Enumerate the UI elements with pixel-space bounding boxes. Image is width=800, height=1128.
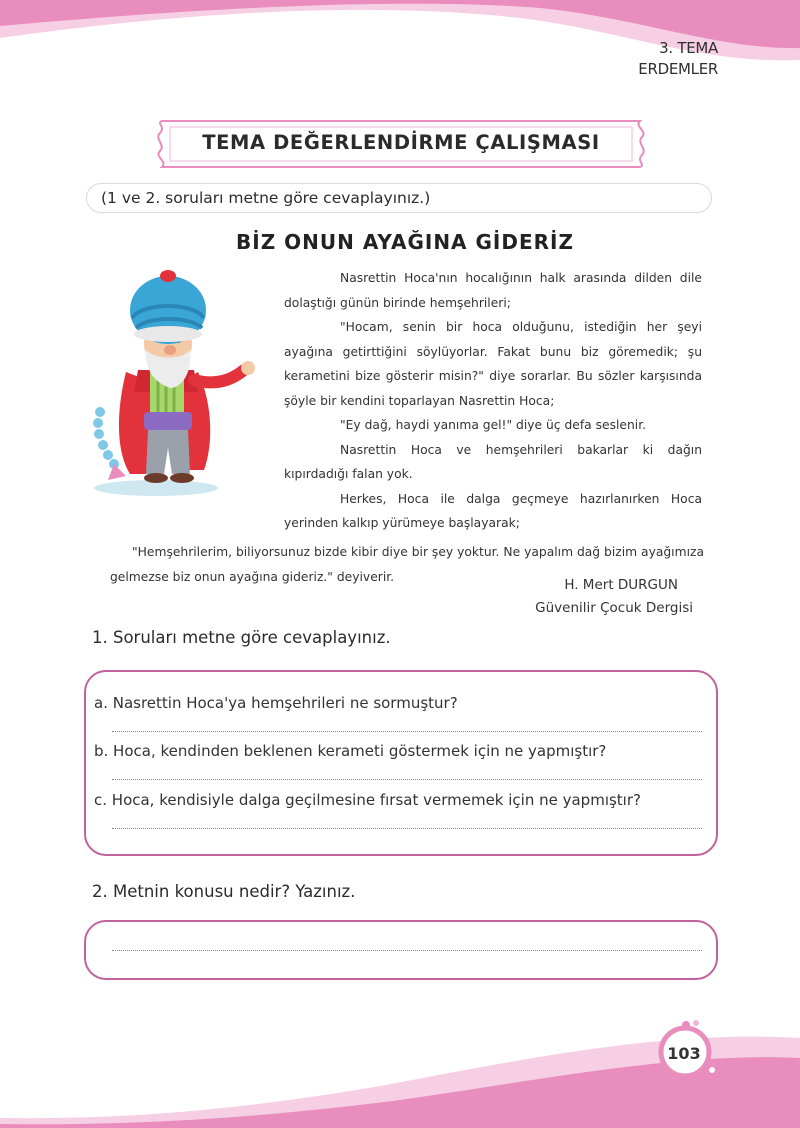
answer-line-1a[interactable] (112, 731, 702, 732)
page-title: TEMA DEĞERLENDİRME ÇALIŞMASI (202, 131, 600, 154)
story-paragraph: "Ey dağ, haydi yanıma gel!" diye üç defa seslenir. (340, 418, 647, 432)
theme-label (638, 38, 718, 80)
story-paragraph: "Hemşehrilerim, biliyorsunuz bizde kibir diye bir şey yoktur. Ne yapalım dağ bizim ayağımıza gelmezse biz onun ayağına gideriz." deyiverir. (110, 545, 704, 584)
story-paragraph: Nasrettin Hoca'nın hocalığının halk arasında dilden dile dolaştığı günün birinde hemşehrileri; (284, 271, 702, 310)
question-1b: b. Hoca, kendinden beklenen kerameti göstermek için ne yapmıştır? (94, 742, 607, 760)
story-paragraph: Nasrettin Hoca ve hemşehrileri bakarlar ki dağın kıpırdadığı falan yok. (284, 442, 702, 481)
answer-line-1c[interactable] (112, 828, 702, 829)
story-title: BİZ ONUN AYAĞINA GİDERİZ (236, 230, 574, 254)
story-text-side (284, 266, 702, 536)
title-banner (148, 115, 654, 171)
answer-line-1b[interactable] (112, 779, 702, 780)
question-1-heading: 1. Soruları metne göre cevaplayınız. (92, 628, 391, 647)
theme-name: ERDEMLER (638, 60, 718, 78)
instruction-text: (1 ve 2. soruları metne göre cevaplayınız.) (101, 189, 431, 207)
instruction-box (86, 183, 712, 213)
story-author: H. Mert DURGUN (564, 577, 678, 593)
page-number: 103 (667, 1044, 701, 1063)
nasreddin-hodja-illustration-icon (86, 262, 264, 502)
story-paragraph: Herkes, Hoca ile dalga geçmeye hazırlanırken Hoca yerinden kalkıp yürümeye başlayarak; (284, 491, 702, 530)
question-1a: a. Nasrettin Hoca'ya hemşehrileri ne sormuştur? (94, 694, 458, 712)
theme-number: 3. TEMA (659, 39, 718, 57)
question-1c: c. Hoca, kendisiyle dalga geçilmesine fırsat vermemek için ne yapmıştır? (94, 791, 641, 809)
story-source: Güvenilir Çocuk Dergisi (535, 600, 693, 616)
story-paragraph: "Hocam, senin bir hoca olduğunu, istediğin her şeyi ayağına getirttiğini söylüyorlar. Fakat bunu biz göremedik; şu kerametini bize gösterir misin?" diye sorarlar. Bu sözler karşısında şöyle bir kendini toparlayan Nasrettin Hoca; (284, 320, 702, 408)
question-2-heading: 2. Metnin konusu nedir? Yazınız. (92, 882, 356, 901)
answer-line-2[interactable] (112, 950, 702, 951)
